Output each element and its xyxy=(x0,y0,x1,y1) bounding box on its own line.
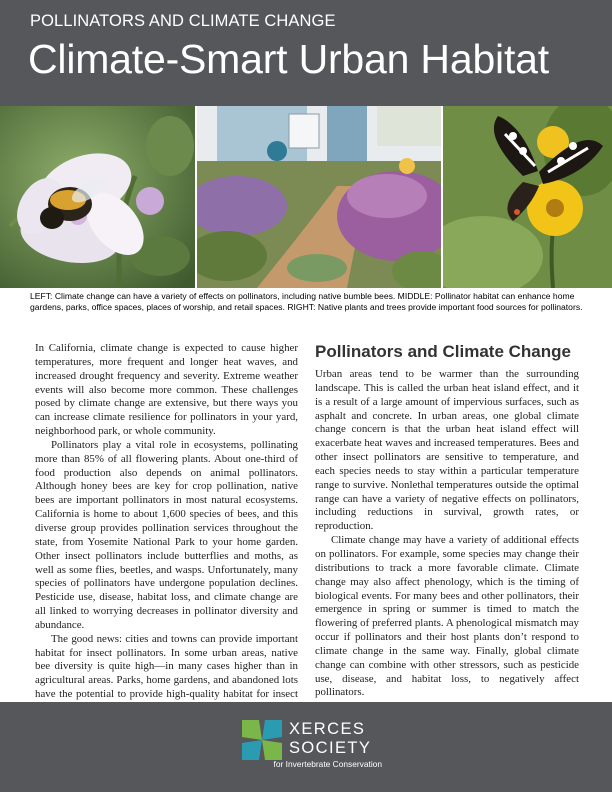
xerces-butterfly-icon xyxy=(242,720,282,760)
right-column xyxy=(315,342,579,700)
left-column xyxy=(35,342,298,716)
series-kicker: POLLINATORS AND CLIMATE CHANGE xyxy=(30,12,336,30)
section-heading: Pollinators and Climate Change xyxy=(315,342,571,361)
xerces-logo xyxy=(242,720,382,772)
logo-word-xerces: XERCES xyxy=(289,720,366,738)
body-paragraph: Pollinators play a vital role in ecosystems, pollinating more than 85% of all flowering plants. About one-third of food production also depends on animal pollinators. Although honey bees are key for crop pollination, native bees are important pollinators in most natural ecosystems. California is home to about 1,600 species of bees, and this diverse group provides pollination services throughout the state, from Yosemite National Park to your home garden. Other insect pollinators include butterflies and moths, as well as some flies, beetles, and wasps. Unfortunately, many species of pollinators have undergone population declines. Pesticide use, disease, habitat loss, and climate change are all linked to worrying decreases in pollinator diversity and abundance. xyxy=(35,438,298,631)
page-title: Climate-Smart Urban Habitat xyxy=(28,36,549,82)
header-band xyxy=(0,0,612,106)
photo-garden xyxy=(195,106,443,288)
body-paragraph: The good news: cities and towns can provide important habitat for insect pollinators. In some urban areas, native bee diversity is quite high—in many cases higher than in agricultural areas. Parks, home gardens, and abandoned lots have the potential to provide high-quality habitat for insect xyxy=(35,632,298,701)
body-paragraph: In California, climate change is expected to cause higher temperatures, more frequent and longer heat waves, and increased drought frequency and severity. Extreme weather events will also become more common. These challenges posed by climate change are extensive, but there ways you can increase climate resilience for pollinators in your yard, neighborhood park, or whole community. xyxy=(35,342,298,438)
photo-butterfly xyxy=(443,106,612,288)
body-paragraph: Urban areas tend to be warmer than the surrounding landscape. This is called the urban heat island effect, and it is a result of a large amount of impervious surfaces, such as asphalt and concrete. In urban areas, one global climate change concern is that the urban heat island effect will exacerbate heat waves and increased temperatures. Bees and other insect pollinators are sensitive to temperature, and each species needs to stay within a particular temperature range to survive. Nonlethal temperatures outside the optimal range can have a variety of negative effects on pollinators, including reductions in survival, growth rates, or reproduction. xyxy=(315,368,579,533)
bumble-bee-on-flower-icon xyxy=(0,106,195,288)
body-paragraph: Climate change may have a variety of additional effects on pollinators. For example, some species may change their distributions to track a more favorable climate. Climate change may also affect phenology, which is the timing of biological events. For many bees and other pollinators, their emergence in spring or summer is timed to match the flowering of preferred plants. A phenological mismatch may occur if pollinators and their host plants don’t respond to climate change in the same way. Finally, global climate change can combine with other stressors, such as pesticide use, disease, and habitat loss, to negatively affect pollinators. xyxy=(315,534,579,699)
butterfly-on-yellow-flower-icon xyxy=(443,106,612,288)
logo-tagline: for Invertebrate Conservation xyxy=(273,759,382,769)
garden-path-with-lavender-icon xyxy=(197,106,441,288)
photo-bumble-bee xyxy=(0,106,195,288)
photo-caption: LEFT: Climate change can have a variety of effects on pollinators, including native bumble bees. MIDDLE: Pollinator habitat can enhance home gardens, parks, office spaces, places of worship, and retail spaces. RIGHT: Native plants and trees provide important food sources for pollinators. xyxy=(30,291,583,313)
logo-word-society: SOCIETY xyxy=(289,739,372,757)
photo-strip xyxy=(0,106,612,288)
